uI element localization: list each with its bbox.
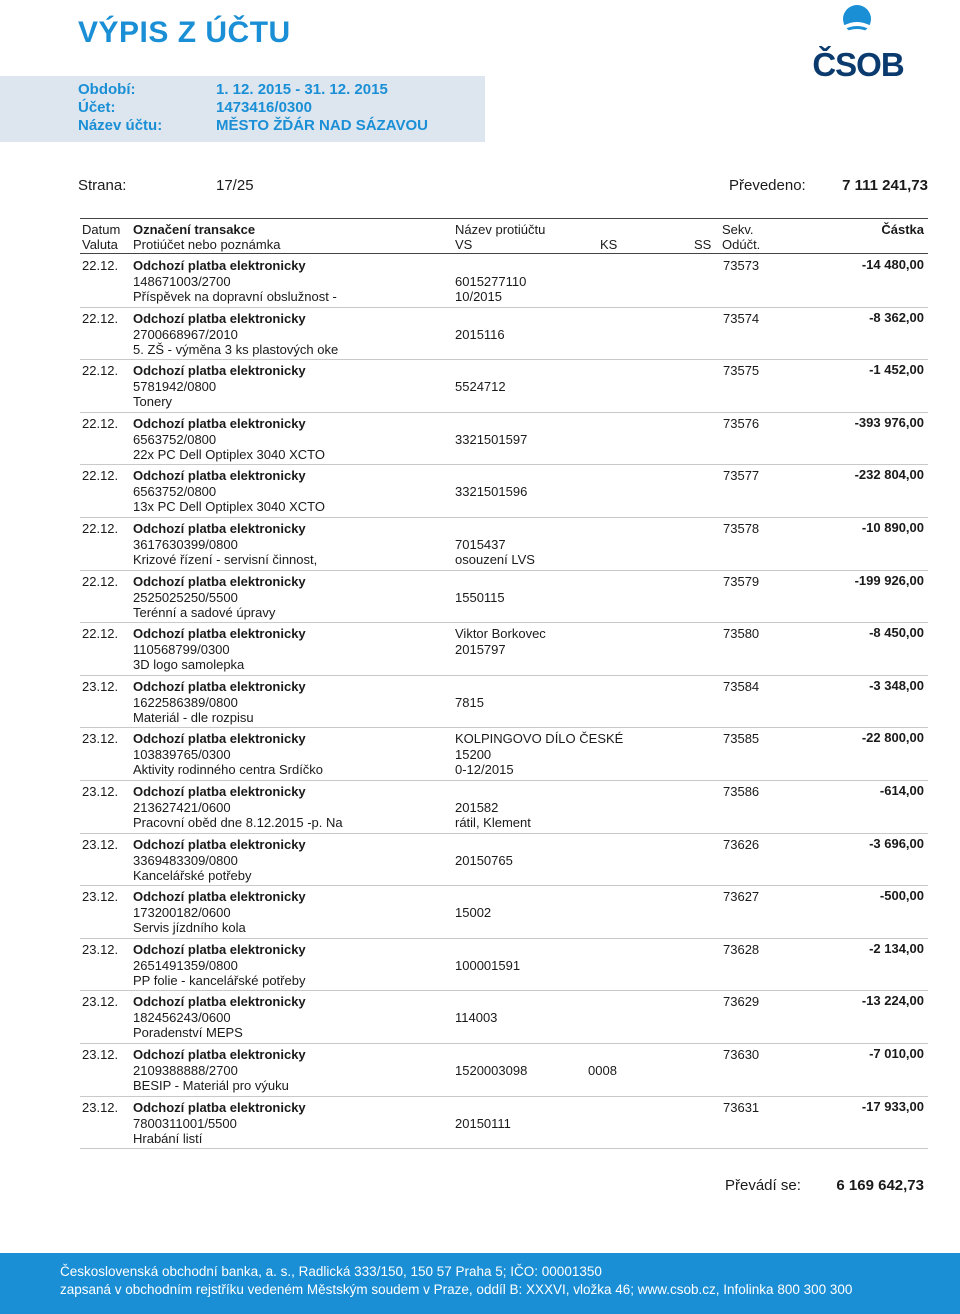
counter-account: 2651491359/0800 (133, 957, 238, 973)
variable-symbol: 201582 (455, 799, 499, 815)
transaction-date: 22.12. (82, 468, 119, 484)
transaction-list (80, 255, 928, 1149)
transaction-type: Odchozí platba elektronicky (133, 783, 306, 799)
statement-title: VÝPIS Z ÚČTU (78, 16, 291, 49)
transaction-amount: -13 224,00 (861, 993, 924, 1009)
transaction-type: Odchozí platba elektronicky (133, 678, 306, 694)
transaction-amount: -8 362,00 (869, 309, 924, 325)
counter-account: 173200182/0600 (133, 905, 231, 921)
counter-account: 103839765/0300 (133, 747, 231, 763)
transaction-type: Odchozí platba elektronicky (133, 310, 306, 326)
col-vs: VS (455, 237, 473, 252)
col-protiucet: Protiúčet nebo poznámka (133, 237, 281, 252)
transaction-note: Krizové řízení - servisní činnost, (133, 551, 318, 567)
transaction-type: Odchozí platba elektronicky (133, 994, 306, 1010)
sequence-number: 73576 (723, 415, 760, 431)
transaction-type: Odchozí platba elektronicky (133, 258, 306, 273)
sequence-number: 73577 (723, 468, 760, 484)
transaction-type: Odchozí platba elektronicky (133, 731, 306, 747)
transaction-note: PP folie - kancelářské potřeby (133, 972, 306, 988)
transaction-note: BESIP - Materiál pro výuku (133, 1077, 289, 1093)
counter-account: 2700668967/2010 (133, 326, 238, 342)
counterparty-name-cont: 10/2015 (455, 289, 502, 304)
csob-logo (808, 4, 908, 83)
col-ks: KS (600, 237, 618, 252)
sequence-number: 73628 (723, 941, 760, 957)
variable-symbol: 2015797 (455, 642, 506, 658)
transaction-amount: -2 134,00 (869, 940, 924, 956)
transaction-note: Kancelářské potřeby (133, 867, 252, 883)
table-row (80, 1044, 928, 1097)
account-value: 1473416/0300 (216, 99, 312, 116)
variable-symbol: 3321501597 (455, 431, 528, 447)
counter-account: 110568799/0300 (133, 642, 230, 658)
transaction-amount: -3 348,00 (869, 677, 924, 693)
table-row (80, 465, 928, 518)
transaction-note: 13x PC Dell Optiplex 3040 XCTO (133, 499, 325, 515)
bank-footer (0, 1253, 960, 1314)
transaction-amount: -614,00 (879, 782, 924, 798)
transaction-amount: -3 696,00 (869, 835, 924, 851)
transaction-date: 22.12. (82, 626, 119, 642)
sequence-number: 73573 (723, 258, 760, 273)
transaction-note: Pracovní oběd dne 8.12.2015 -p. Na (133, 814, 343, 830)
table-row (80, 360, 928, 413)
variable-symbol: 7815 (455, 694, 484, 710)
table-row (80, 413, 928, 466)
col-oduct: Odúčt. (722, 237, 761, 252)
transaction-type: Odchozí platba elektronicky (133, 889, 306, 905)
sequence-number: 73630 (723, 1046, 760, 1062)
transaction-amount: -199 926,00 (854, 572, 924, 588)
variable-symbol: 6015277110 (455, 274, 527, 289)
transaction-date: 22.12. (82, 520, 119, 536)
variable-symbol: 100001591 (455, 957, 521, 973)
transaction-note: 22x PC Dell Optiplex 3040 XCTO (133, 446, 325, 462)
transaction-type: Odchozí platba elektronicky (133, 1046, 306, 1062)
table-row (80, 939, 928, 992)
transaction-date: 22.12. (82, 415, 119, 431)
transaction-note: Hrabání listí (133, 1130, 203, 1146)
period-label: Období: (78, 81, 136, 98)
counter-account: 3617630399/0800 (133, 536, 238, 552)
sequence-number: 73580 (723, 626, 760, 642)
transaction-amount: -7 010,00 (869, 1045, 924, 1061)
sequence-number: 73574 (723, 310, 760, 326)
col-datum: Datum (82, 222, 121, 237)
transaction-note: Poradenství MEPS (133, 1025, 243, 1041)
transaction-note: Příspěvek na dopravní obslužnost - (133, 289, 337, 304)
sequence-number: 73626 (723, 836, 760, 852)
table-row (80, 991, 928, 1044)
sequence-number: 73579 (723, 573, 760, 589)
sequence-number: 73631 (723, 1099, 760, 1115)
transaction-date: 23.12. (82, 889, 119, 905)
transaction-type: Odchozí platba elektronicky (133, 573, 306, 589)
col-nazev: Název protiúčtu (455, 222, 546, 237)
col-sekv: Sekv. (722, 222, 754, 237)
transaction-amount: -17 933,00 (861, 1098, 924, 1114)
carry-forward-value: 6 169 642,73 (836, 1177, 924, 1194)
carried-over-label: Převedeno: (729, 177, 806, 194)
variable-symbol: 20150111 (455, 1115, 511, 1131)
csob-wave-icon (840, 4, 874, 42)
transaction-note: 3D logo samolepka (133, 657, 245, 673)
variable-symbol: 3321501596 (455, 484, 528, 500)
transaction-date: 22.12. (82, 258, 119, 273)
table-header (80, 218, 928, 254)
variable-symbol: 2015116 (455, 326, 505, 342)
transaction-type: Odchozí platba elektronicky (133, 836, 306, 852)
transaction-date: 23.12. (82, 941, 119, 957)
transaction-date: 22.12. (82, 310, 119, 326)
transaction-type: Odchozí platba elektronicky (133, 1099, 306, 1115)
transaction-amount: -14 480,00 (861, 257, 924, 272)
counter-account: 2525025250/5500 (133, 589, 238, 605)
table-row (80, 886, 928, 939)
transaction-amount: -500,00 (879, 888, 924, 904)
sequence-number: 73585 (723, 731, 760, 747)
counter-account: 6563752/0800 (133, 484, 217, 500)
carry-forward-label: Převádí se: (725, 1177, 801, 1194)
variable-symbol: 5524712 (455, 379, 506, 395)
carried-over-value: 7 111 241,73 (842, 177, 928, 194)
footer-line-2: zapsaná v obchodním rejstříku vedeném Městským soudem v Praze, oddíl B: XXXVI, vložka 46; www.csob.cz, Infolinka 800 300 300 (60, 1282, 853, 1297)
variable-symbol: 15200 (455, 747, 492, 763)
counter-account: 2109388888/2700 (133, 1062, 238, 1078)
sequence-number: 73575 (723, 363, 760, 379)
transaction-date: 23.12. (82, 678, 119, 694)
col-oznaceni: Označení transakce (133, 222, 256, 237)
transaction-date: 23.12. (82, 836, 119, 852)
transaction-note: 5. ZŠ - výměna 3 ks plastových oke (133, 341, 339, 357)
transaction-note: Terénní a sadové úpravy (133, 604, 276, 620)
transaction-date: 23.12. (82, 1099, 119, 1115)
counter-account: 3369483309/0800 (133, 852, 238, 868)
transaction-date: 22.12. (82, 363, 119, 379)
table-row (80, 781, 928, 834)
counter-account: 1622586389/0800 (133, 694, 238, 710)
counterparty-name-cont: rátil, Klement (455, 814, 531, 830)
table-row (80, 1097, 928, 1150)
counterparty-name: Viktor Borkovec (455, 626, 546, 642)
table-row (80, 255, 928, 308)
transaction-note: Materiál - dle rozpisu (133, 709, 254, 725)
csob-wordmark: ČSOB (812, 46, 904, 83)
page-number: 17/25 (216, 177, 254, 194)
table-row (80, 623, 928, 676)
counterparty-name-cont: osouzení LVS (455, 551, 535, 567)
transaction-amount: -10 890,00 (861, 519, 924, 535)
account-name-label: Název účtu: (78, 117, 163, 134)
variable-symbol: 20150765 (455, 852, 513, 868)
col-valuta: Valuta (82, 237, 118, 252)
variable-symbol: 114003 (455, 1010, 498, 1026)
counter-account: 148671003/2700 (133, 274, 231, 289)
counter-account: 182456243/0600 (133, 1010, 231, 1026)
transaction-type: Odchozí platba elektronicky (133, 415, 306, 431)
sequence-number: 73627 (723, 889, 760, 905)
account-label: Účet: (78, 99, 116, 116)
sequence-number: 73629 (723, 994, 760, 1010)
transaction-amount: -22 800,00 (861, 730, 924, 746)
counter-account: 213627421/0600 (133, 799, 231, 815)
sequence-number: 73578 (723, 520, 760, 536)
transaction-note: Aktivity rodinného centra Srdíčko (133, 762, 324, 778)
transaction-note: Tonery (133, 394, 173, 410)
transaction-type: Odchozí platba elektronicky (133, 468, 306, 484)
table-row (80, 728, 928, 781)
table-row (80, 308, 928, 361)
transaction-amount: -8 450,00 (869, 625, 924, 641)
page-label: Strana: (78, 177, 127, 194)
sequence-number: 73584 (723, 678, 760, 694)
transaction-date: 22.12. (82, 573, 119, 589)
counterparty-name-cont: 0-12/2015 (455, 762, 514, 778)
transaction-type: Odchozí platba elektronicky (133, 363, 306, 379)
variable-symbol: 7015437 (455, 536, 506, 552)
col-ss: SS (694, 237, 712, 252)
footer-line-1: Československá obchodní banka, a. s., Radlická 333/150, 150 57 Praha 5; IČO: 00001350 (60, 1264, 602, 1279)
table-row (80, 571, 928, 624)
variable-symbol: 1520003098 (455, 1062, 528, 1078)
sequence-number: 73586 (723, 783, 760, 799)
table-row (80, 676, 928, 729)
constant-symbol: 0008 (588, 1062, 617, 1078)
account-name-value: MĚSTO ŽĎÁR NAD SÁZAVOU (216, 117, 428, 134)
transaction-amount: -232 804,00 (854, 467, 924, 483)
transaction-type: Odchozí platba elektronicky (133, 520, 306, 536)
transaction-type: Odchozí platba elektronicky (133, 941, 306, 957)
counter-account: 6563752/0800 (133, 431, 217, 447)
table-row (80, 834, 928, 887)
transaction-amount: -393 976,00 (854, 414, 924, 430)
counterparty-name: KOLPINGOVO DÍLO ČESKÉ (455, 731, 624, 747)
transaction-date: 23.12. (82, 783, 119, 799)
col-castka: Částka (881, 222, 924, 237)
transaction-date: 23.12. (82, 731, 119, 747)
table-row (80, 518, 928, 571)
transaction-amount: -1 452,00 (869, 362, 924, 378)
variable-symbol: 1550115 (455, 589, 505, 605)
transaction-date: 23.12. (82, 994, 119, 1010)
period-value: 1. 12. 2015 - 31. 12. 2015 (216, 81, 388, 98)
counter-account: 7800311001/5500 (133, 1115, 237, 1131)
counter-account: 5781942/0800 (133, 379, 217, 395)
transaction-date: 23.12. (82, 1046, 119, 1062)
variable-symbol: 15002 (455, 905, 492, 921)
transaction-note: Servis jízdního kola (133, 920, 246, 936)
transaction-type: Odchozí platba elektronicky (133, 626, 306, 642)
